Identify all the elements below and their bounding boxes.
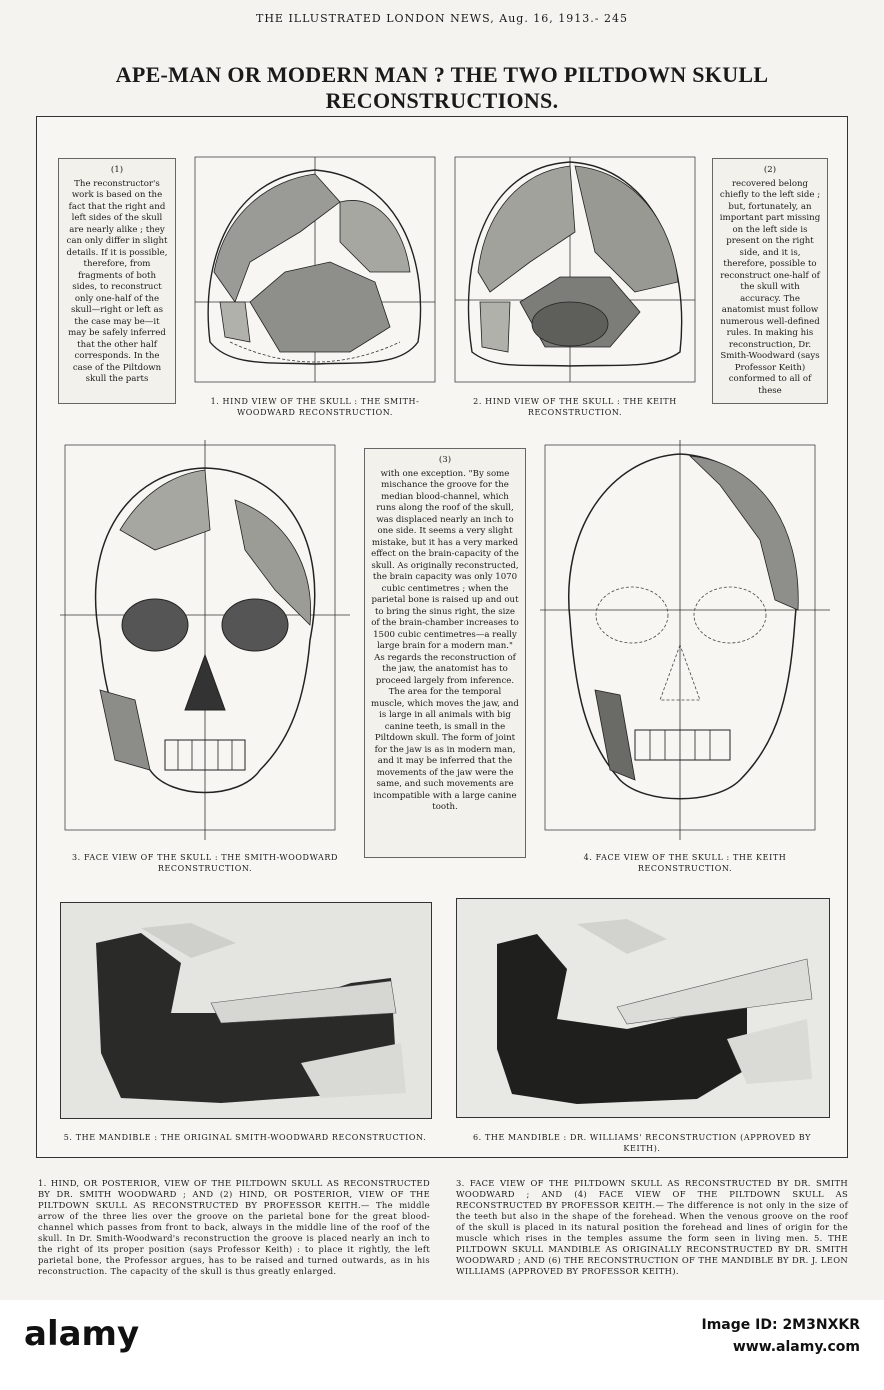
caption-figure-6: 6. THE MANDIBLE : DR. WILLIAMS' RECONSTRUCTION (APPROVED BY KEITH).: [472, 1133, 812, 1153]
footer-caption-right: 3. FACE VIEW OF THE PILTDOWN SKULL AS RECONSTRUCTED BY DR. SMITH WOODWARD ; AND (4) FACE VIEW OF THE PILTDOWN SKULL AS RECONSTRUCTED BY PROFESSOR KEITH.— The difference is not only in the size of the teeth but also in the shape of the forehead. When the venous groove on the roof of the skull is placed in its natural position the forehead and lines of origin for the muscle which rises in the temples assume the form seen in living men. 5. THE PILTDOWN SKULL MANDIBLE AS ORIGINALLY RECONSTRUCTED BY DR. SMITH WOODWARD ; AND (6) THE RECONSTRUCTION OF THE MANDIBLE BY DR. J. LEON WILLIAMS (APPROVED BY PROFESSOR KEITH).: [456, 1178, 848, 1276]
alamy-logo: alamy: [24, 1314, 140, 1354]
image-id: [702, 1314, 861, 1358]
text-box-1-number: (1): [110, 165, 124, 175]
text-box-3: [364, 448, 526, 858]
text-box-2-number: (2): [763, 165, 777, 175]
caption-figure-5: 5. THE MANDIBLE : THE ORIGINAL SMITH-WOODWARD RECONSTRUCTION.: [63, 1133, 427, 1142]
figure-3-face-view-smith-woodward: [60, 440, 350, 840]
text-box-1-body: The reconstructor's work is based on the fact that the right and left sides of the skull are nearly alike ; they can only differ in slight details. If it is possible, therefore, from fragments of both sides, to reconstruct only one-half of the skull—right or left as the case may be—it may be safely inferred that the other half corresponds. In the case of the Piltdown skull the parts: [66, 178, 168, 384]
caption-figure-3: 3. FACE VIEW OF THE SKULL : THE SMITH-WOODWARD RECONSTRUCTION.: [71, 853, 339, 873]
figure-5-mandible-smith-woodward-photo: [60, 902, 432, 1119]
figure-4-face-view-keith: [540, 440, 830, 840]
figure-2-hind-view-keith: [450, 152, 700, 387]
page-header: THE ILLUSTRATED LONDON NEWS, Aug. 16, 1913.- 245: [255, 12, 629, 25]
text-box-1: [58, 158, 176, 404]
text-box-3-body: with one exception. "By some mischance the groove for the median blood-channel, which runs along the roof of the skull, was displaced nearly an inch to one side. It seems a very slight mistake, but it has a very marked effect on the brain-capacity of the skull. As originally reconstructed, the brain capacity was only 1070 cubic centimetres ; when the parietal bone is raised up and out to bring the sinus right, the size of the brain-chamber increases to 1500 cubic centimetres—a really large brain for a modern man." As regards the reconstruction of the jaw, the anatomist has to proceed largely from inference. The area for the temporal muscle, which moves the jaw, and is large in all animals with big canine teeth, is small in the Piltdown skull. The form of joint for the jaw is as in modern man, and it may be inferred that the movements of the jaw were the same, and such movements are incompatible with a large canine tooth.: [371, 468, 519, 812]
page-title: APE-MAN OR MODERN MAN ? THE TWO PILTDOWN SKULL RECONSTRUCTIONS.: [115, 62, 769, 113]
caption-figure-2: 2. HIND VIEW OF THE SKULL : THE KEITH RECONSTRUCTION.: [473, 397, 677, 417]
figure-6-mandible-williams-photo: [456, 898, 830, 1118]
caption-figure-1: 1. HIND VIEW OF THE SKULL : THE SMITH-WOODWARD RECONSTRUCTION.: [210, 397, 420, 417]
image-id-line: Image ID: 2M3NXKR: [701, 1317, 860, 1333]
text-box-2-body: recovered belong chiefly to the left side ; but, fortunately, an important part missing on the left side is present on the right side, and it is, therefore, possible to reconstruct one-half of the skull with accuracy. The anatomist must follow numerous well-defined rules. In making his reconstruction, Dr. Smith-Woodward (says Professor Keith) conformed to all of these: [719, 178, 821, 396]
text-box-3-number: (3): [438, 455, 452, 465]
figure-1-hind-view-smith-woodward: [190, 152, 440, 387]
text-box-2: [712, 158, 828, 404]
footer-caption-left: 1. HIND, OR POSTERIOR, VIEW OF THE PILTDOWN SKULL AS RECONSTRUCTED BY DR. SMITH WOODWARD ; AND (2) HIND, OR POSTERIOR, VIEW OF THE PILTDOWN SKULL AS RECONSTRUCTED BY PROFESSOR KEITH.— The middle arrow of the three lies over the groove on the parietal bone for the great blood-channel which passes from front to back, always in the middle line of the roof of the skull. In Dr. Smith-Woodward's reconstruction the groove is placed nearly an inch to the right of its proper position (says Professor Keith) : to place it rightly, the left parietal bone, the Professor argues, has to be raised and turned outwards, as in his reconstruction. The capacity of the skull is thus greatly enlarged.: [38, 1178, 430, 1276]
image-site-line: www.alamy.com: [732, 1339, 860, 1355]
caption-figure-4: 4. FACE VIEW OF THE SKULL : THE KEITH RECONSTRUCTION.: [583, 853, 787, 873]
